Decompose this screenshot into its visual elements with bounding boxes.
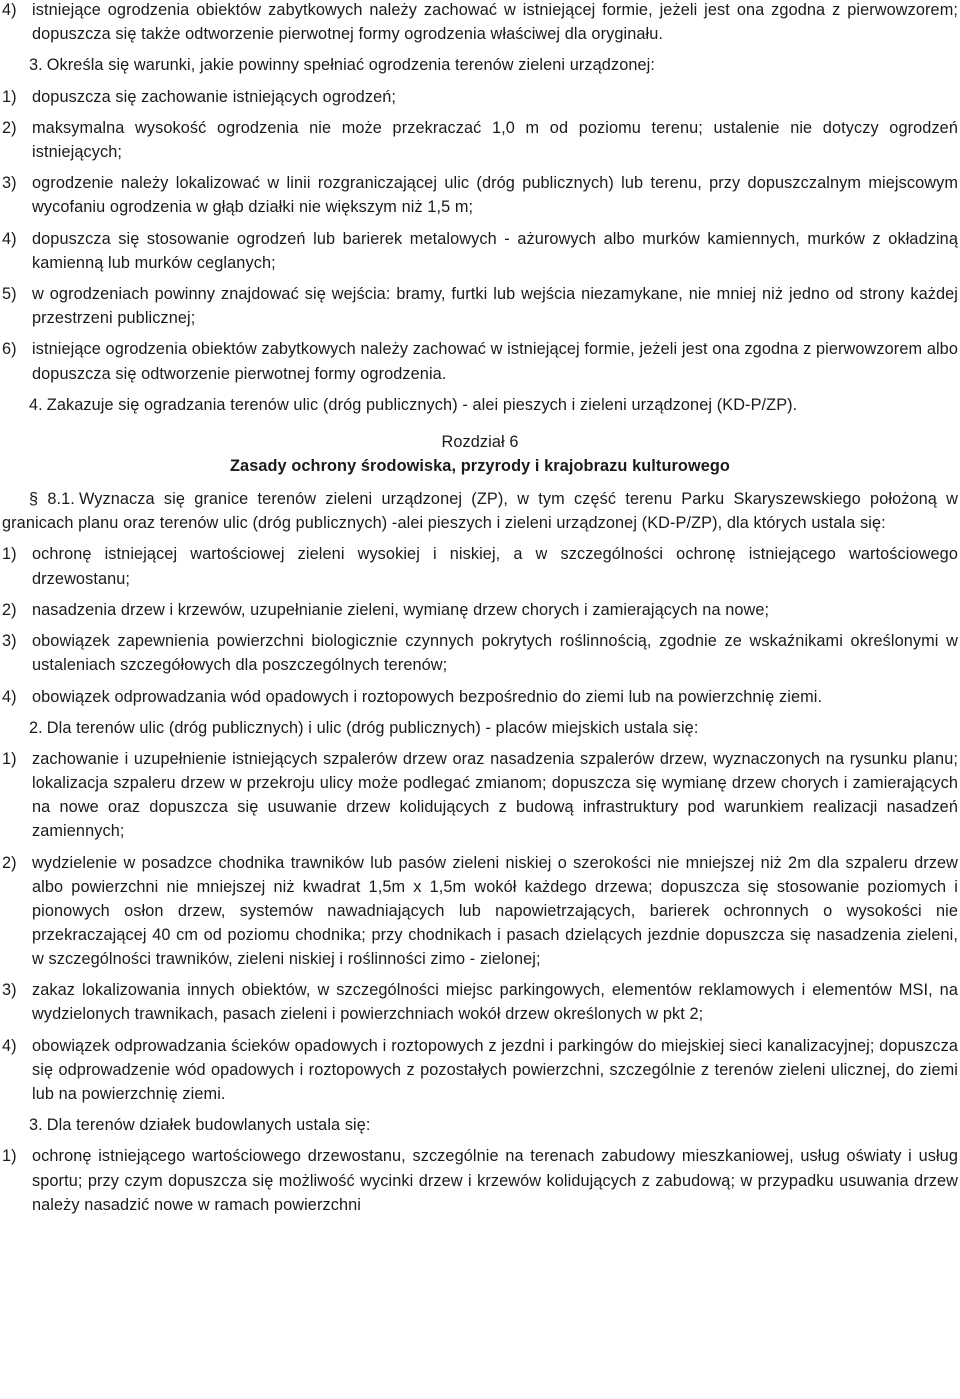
item-text: obowiązek odprowadzania wód opadowych i roztopowych bezpośrednio do ziemi lub na powierzchnię ziemi. [32, 687, 823, 706]
item-number: 1) [2, 87, 17, 106]
section-paragraph [2, 393, 958, 417]
item-number: 1) [2, 545, 17, 564]
item-text: zachowanie i uzupełnienie istniejących szpalerów drzew oraz nasadzenia szpalerów drzew, wyznaczonych na rysunku planu; lokalizacja szpaleru drzew w przekroju ulicy może podlegać zmianom; dopuszcza się wymianę drzew chorych i zamierających na nowe oraz dopuszcza się usuwanie drzew kolidujących z budową infrastruktury pod warunkiem realizacji nasadzeń zamiennych; [32, 750, 958, 841]
list-item [2, 685, 958, 709]
section-paragraph [2, 1113, 958, 1137]
item-text: w ogrodzeniach powinny znajdować się wejścia: bramy, furtki lub wejścia niezamykane, nie mniej niż jedno od strony każdej przestrzeni publicznej; [32, 285, 958, 328]
item-number: 6) [2, 340, 17, 359]
item-number: 5) [2, 285, 17, 304]
list-item [2, 1144, 958, 1216]
section-text: Dla terenów działek budowlanych ustala się: [46, 1116, 371, 1135]
section-number: 4. [29, 395, 43, 414]
item-number: 2) [2, 600, 17, 619]
item-text: dopuszcza się stosowanie ogrodzeń lub barierek metalowych - ażurowych albo murków kamiennych, murków z okładziną kamienną lub murków ceglanych; [32, 229, 958, 272]
item-number: 2) [2, 853, 17, 872]
section-text: Zakazuje się ogradzania terenów ulic (dróg publicznych) - alei pieszych i zieleni urządzonej (KD-P/ZP). [46, 395, 798, 414]
list-item [2, 0, 958, 46]
item-number: 1) [2, 1147, 17, 1166]
list-item [2, 1034, 958, 1106]
list-item [2, 629, 958, 677]
item-text: ogrodzenie należy lokalizować w linii rozgraniczającej ulic (dróg publicznych) lub terenu, przy dopuszczalnym miejscowym wycofaniu ogrodzenia w głąb działki nie większym niż 1,5 m; [32, 174, 958, 217]
section-text: Określa się warunki, jakie powinny spełniać ogrodzenia terenów zieleni urządzonej: [46, 56, 655, 75]
section-number: § 8.1. [29, 490, 75, 509]
item-text: obowiązek zapewnienia powierzchni biologicznie czynnych pokrytych roślinnością, zgodnie ze wskaźnikami określonymi w ustaleniach szczegółowych dla poszczególnych terenów; [32, 632, 958, 675]
item-number: 4) [2, 687, 17, 706]
item-number: 4) [2, 1036, 17, 1055]
section-text: Wyznacza się granice terenów zieleni urządzonej (ZP), w tym część terenu Parku Skaryszewskiego położoną w granicach planu oraz terenów ulic (dróg publicznych) -alei pieszych i zieleni urządzonej (KD-P/ZP), dla których ustala się: [2, 490, 958, 533]
item-text: istniejące ogrodzenia obiektów zabytkowych należy zachować w istniejącej formie, jeżeli jest ona zgodna z pierwowzorem; dopuszcza się także odtworzenie pierwotnej formy ogrodzenia właściwej dla oryginału. [32, 1, 958, 44]
item-number: 4) [2, 1, 17, 19]
chapter-label: Rozdział 6 [441, 432, 519, 451]
item-text: maksymalna wysokość ogrodzenia nie może przekraczać 1,0 m od poziomu terenu; ustalenie nie dotyczy ogrodzeń istniejących; [32, 118, 958, 162]
section-paragraph [2, 716, 958, 740]
item-text: istniejące ogrodzenia obiektów zabytkowych należy zachować w istniejącej formie, jeżeli jest ona zgodna z pierwowzorem albo dopuszcza się odtworzenie pierwotnej formy ogrodzenia. [32, 340, 958, 383]
item-text: ochronę istniejącego wartościowego drzewostanu, szczególnie na terenach zabudowy mieszkaniowej, usług oświaty i usług sportu; przy czym dopuszcza się możliwość wycinki drzew i krzewów kolidujących z zabudową; w przypadku usuwania drzew należy nasadzić nowe w ramach powierzchni [32, 1147, 958, 1214]
list-item [2, 747, 958, 843]
item-number: 2) [2, 118, 17, 137]
item-number: 4) [2, 229, 17, 248]
section-number: 3. [29, 56, 43, 75]
list-item [2, 978, 958, 1026]
chapter-title: Zasady ochrony środowiska, przyrody i krajobrazu kulturowego [230, 457, 730, 475]
item-text: ochronę istniejącej wartościowej zieleni wysokiej i niskiej, a w szczególności ochronę istniejącego wartościowego drzewostanu; [32, 545, 958, 588]
item-number: 3) [2, 174, 17, 193]
list-item [2, 598, 958, 622]
list-item [2, 337, 958, 385]
item-number: 3) [2, 632, 17, 651]
section-text: Dla terenów ulic (dróg publicznych) i ulic (dróg publicznych) - placów miejskich ustala się: [46, 718, 699, 737]
list-item [2, 282, 958, 330]
item-text: zakaz lokalizowania innych obiektów, w szczególności miejsc parkingowych, elementów reklamowych i elementów MSI, na wydzielonych trawnikach, pasach zieleni i powierzchniach wokół drzew określonych w pkt 2; [32, 981, 958, 1024]
item-number: 1) [2, 750, 17, 769]
item-number: 3) [2, 981, 17, 1000]
list-item [2, 116, 958, 164]
list-item [2, 171, 958, 219]
list-item [2, 85, 958, 109]
section-number: 3. [29, 1116, 43, 1135]
section-paragraph [2, 53, 958, 77]
list-item [2, 542, 958, 590]
section-number: 2. [29, 718, 43, 737]
item-text: nasadzenia drzew i krzewów, uzupełnianie zieleni, wymianę drzew chorych i zamierających na nowe; [32, 600, 770, 619]
section-paragraph [2, 487, 958, 535]
item-text: wydzielenie w posadzce chodnika trawników lub pasów zieleni niskiej o szerokości nie mniejszej niż 2m dla szpaleru drzew albo powierzchni nie mniejszej niż kwadrat 1,5m x 1,5m wokół każdego drzewa; dopuszcza się stosowanie poziomych i pionowych osłon drzew, systemów nawadniających lub napowietrzających, barierek ochronnych o wysokości nie przekraczającej 40 cm od poziomu chodnika; przy chodnikach i pasach dzielących jezdnie dopuszcza się nasadzenia zieleni, w szczególności trawników, zieleni niskiej i roślinności zimo - zielonej; [32, 853, 958, 968]
item-text: obowiązek odprowadzania ścieków opadowych i roztopowych z jezdni i parkingów do miejskiej sieci kanalizacyjnej; dopuszcza się odprowadzenie wód opadowych i roztopowych z pozostałych powierzchni, szczególnie z terenów zieleni ulicznej, do ziemi lub na powierzchnię ziemi. [32, 1036, 958, 1103]
item-text: dopuszcza się zachowanie istniejących ogrodzeń; [32, 87, 397, 106]
list-item [2, 227, 958, 275]
list-item [2, 851, 958, 971]
